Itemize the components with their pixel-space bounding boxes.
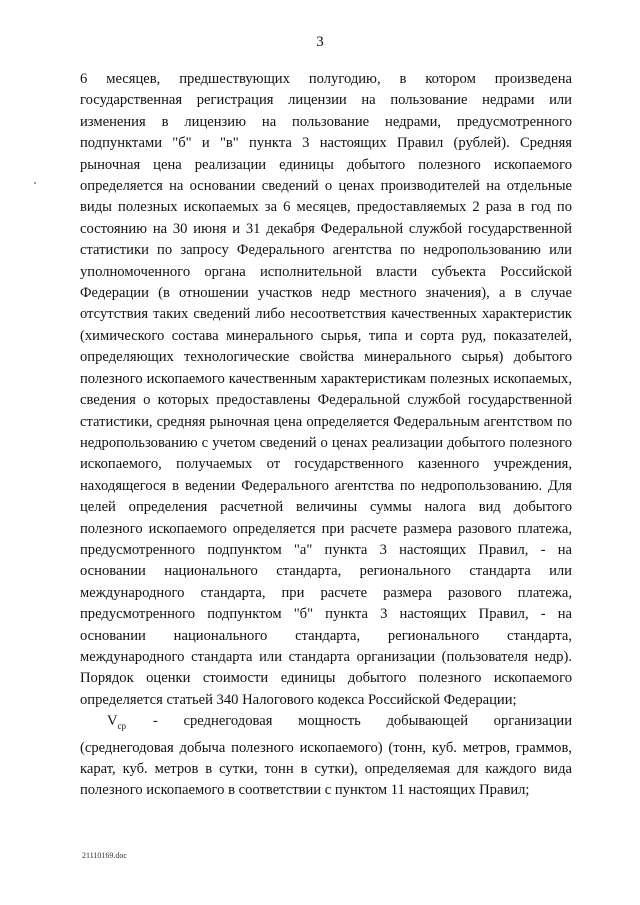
definition-dash: -	[153, 713, 158, 730]
definition-text: среднегодовая мощность добывающей организации (среднегодовая добыча полезного ископаемого) (тонн, куб. метров, граммов, карат, куб. метров в сутки, тонн в сутки), определяемая для каждого вида полезного ископаемого в соответствии с пунктом 11 настоящих Правил;	[80, 713, 572, 799]
page-number: 3	[316, 34, 324, 50]
paragraph-main: 6 месяцев, предшествующих полугодию, в котором произведена государственная регистрация лицензии на пользование недрами или изменения в лицензию на пользование недрами, предусмотренного подпунктами "б" и "в" пункта 3 настоящих Правил (рублей). Средняя рыночная цена реализации единицы добытого полезного ископаемого определяется на основании сведений о ценах производителей на отдельные виды полезных ископаемых за 6 месяцев, предоставляемых 2 раза в год по состоянию на 30 июня и 31 декабря Федеральной службой государственной статистики по запросу Федерального агентства по недропользованию или уполномоченного органа исполнительной власти субъекта Российской Федерации (в отношении участков недр местного значения), а в случае отсутствия таких сведений либо несоответствия качественных характеристик (химического состава минерального сырья, типа и сорта руд, показателей, определяющих технологические свойства минерального сырья) добытого полезного ископаемого качественным характеристикам полезных ископаемых, сведения о которых предоставлены Федеральной службой государственной статистики, средняя рыночная цена определяется Федеральным агентством по недропользованию с учетом сведений о ценах реализации добытого полезного ископаемого, получаемых от государственного казенного учреждения, находящегося в ведении Федерального агентства по недропользованию. Для целей определения расчетной величины суммы налога вид добытого полезного ископаемого определяется при расчете размера разового платежа, предусмотренного подпунктом "а" пункта 3 настоящих Правил, - на основании национального стандарта, регионального стандарта или международного стандарта, при расчете размера разового платежа, предусмотренного подпунктом "б" пункта 3 настоящих Правил, - на основании национального стандарта, регионального стандарта, международного стандарта или стандарта организации (пользователя недр). Порядок оценки стоимости единицы добытого полезного ископаемого определяется статьей 340 Налогового кодекса Российской Федерации;	[80, 71, 572, 708]
paragraph-definition	[80, 711, 572, 802]
variable-symbol: $V_{ср}$	[107, 713, 127, 732]
document-body	[80, 69, 572, 802]
footer-file-code: 21110169.doc	[82, 851, 127, 860]
margin-mark	[34, 182, 36, 184]
